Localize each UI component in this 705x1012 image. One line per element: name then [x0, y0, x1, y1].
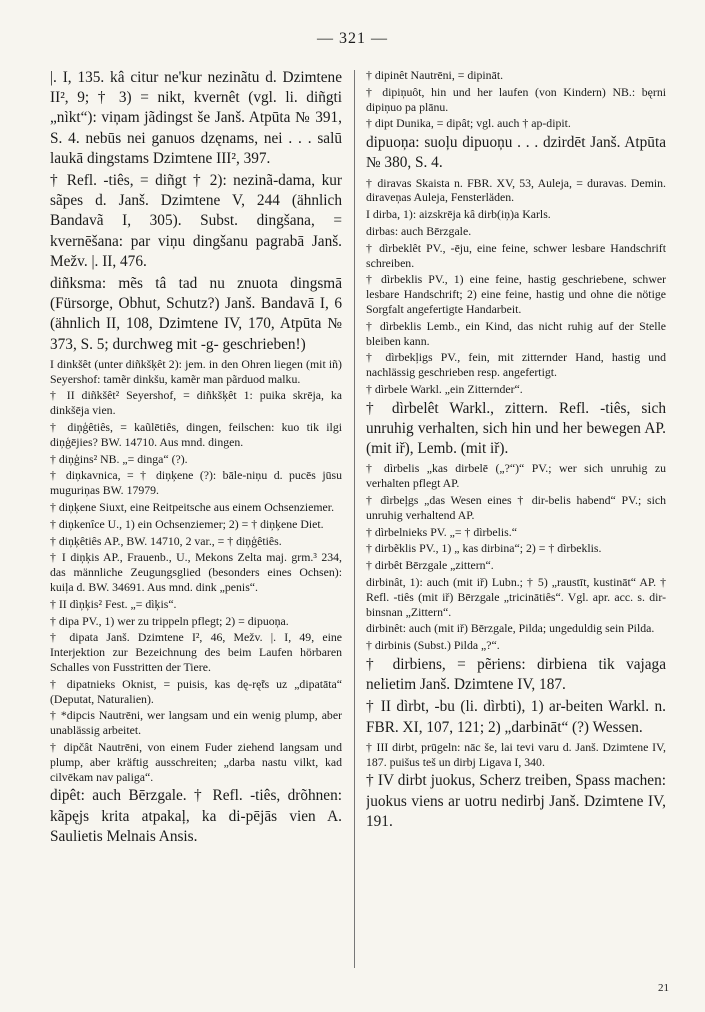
dictionary-entry: † dìrbeklêt PV., -ēju, eine feine, schwer lesbare Handschrift schreiben.: [366, 240, 666, 270]
dictionary-entry: † *dipcis Nautrēni, wer langsam und ein wenig plump, aber unablässig arbeitet.: [50, 708, 342, 738]
dictionary-entry: † dipt Dunika, = dipât; vgl. auch † ap-dipit.: [366, 116, 571, 131]
dictionary-entry: † dìrbeļgs „das Wesen eines † dir-belis habend“ PV.; sich unruhig verhaltend AP.: [366, 492, 666, 522]
dictionary-entry: † II dìņķis² Fest. „= dìķis“.: [50, 596, 177, 611]
dictionary-entry: † dìrbelnieks PV. „= † dìrbelis.“: [366, 524, 517, 539]
dictionary-entry: † diņķêtiês AP., BW. 14710, 2 var., = † diņģêtiês.: [50, 533, 282, 548]
dictionary-entry: † dìrbekļigs PV., fein, mit zitternder Hand, hastig und nachlässig geschrieben resp. angefertigt.: [366, 350, 666, 380]
dictionary-entry: † diravas Skaista n. FBR. XV, 53, Auleja, = duravas. Demin. diraveņas Auleja, Fensterläden.: [366, 175, 666, 205]
dictionary-entry: † dìrbele Warkl. „ein Zitternder“.: [366, 381, 523, 396]
dictionary-entry: † diņģêtiês, = kaũlētiês, dingen, feilschen: kuo tik ilgi diņģējies? BW. 14710. Aus mnd. dingen.: [50, 420, 342, 449]
dictionary-entry: † dipiņuôt, hin und her laufen (von Kindern) NB.: bęrni dipiņuo pa plānu.: [366, 84, 666, 114]
dictionary-entry: † III dirbt, prūgeln: nāc še, lai tevi varu d. Janš. Dzimtene IV, 187. puišus teš un dirbj Ligava I, 340.: [366, 739, 666, 769]
dictionary-entry: I dirba, 1): aizskrēja kâ dirb(iņ)a Karls.: [366, 207, 551, 222]
dictionary-entry: † diņķene Siuxt, eine Reitpeitsche aus einem Ochsenziemer.: [50, 500, 335, 515]
signature-mark: 21: [658, 982, 669, 994]
dictionary-entry: † dìrbelêt Warkl., zittern. Refl. -tiês, sich unruhig verhalten, sich hin und her bewegen AP. (mit iř), Lemb. (mit iř).: [366, 399, 666, 458]
dictionary-entry: dirbinêt: auch (mit iř) Bērzgale, Pilda; ungeduldig sein Pilda.: [366, 621, 655, 636]
dictionary-entry: † dìrbelis „kas dirbelē („?“)“ PV.; wer sich unruhig zu verhalten pflegt AP.: [366, 461, 666, 491]
page-number: — 321 —: [317, 30, 388, 47]
dictionary-entry: † dipata Janš. Dzimtene I², 46, Mežv. |. I, 49, eine Interjektion zur Bezeichnung des beim Laufen hörbaren Schalles von Fusstritten der Tiere.: [50, 630, 342, 674]
dictionary-entry: † dirbiens, = pẽriens: dirbiena tik vajaga nelietim Janš. Dzimtene IV, 187.: [366, 655, 666, 694]
column-divider: [354, 70, 355, 968]
dictionary-entry: † dìrbeklis PV., 1) eine feine, hastig geschriebene, schwer lesbare Handschrift; 2) eine feine, hastig und ohne die nötige Sorgfalt angefertigte Handarbeit.: [366, 272, 666, 316]
dictionary-entry: † dirbêt Bērzgale „zittern“.: [366, 558, 494, 573]
dictionary-entry: † dìrbeklis Lemb., ein Kind, das nicht ruhig auf der Stelle bleiben kann.: [366, 318, 666, 348]
dictionary-entry: † IV dirbt juokus, Scherz treiben, Spass machen: juokus viens ar uotru nedirbj Janš. Dzimtene IV, 191.: [366, 772, 666, 830]
dictionary-entry: † Refl. -tiês, = diñgt † 2): nezinã-dama, kur sãpes d. Janš. Dzimtene V, 244 (ähnlich Bandavã I, 305). Subst. dingšana, = kvernēšana: par viņu dingšanu pagrabā Janš. Mežv. |. II, 476.: [50, 172, 342, 270]
dictionary-entry: I dinkšêt (unter diñkšķêt 2): jem. in den Ohren liegen (mit iñ) Seyershof: tamẽr dinkšu, kamẽr man pãrduod malku.: [50, 356, 342, 386]
dictionary-entry: dirbas: auch Bērzgale.: [366, 223, 472, 238]
dictionary-entry: † dipinêt Nautrēni, = dipināt.: [366, 68, 504, 82]
dictionary-entry: † dirbinis (Subst.) Pilda „?“.: [366, 638, 500, 653]
dictionary-entry: dipêt: auch Bērzgale. † Refl. -tiês, drõhnen: kãpęjs krita atpakaļ, ka di-pējās vien A. Saulietis Melnais Ansis.: [50, 787, 342, 845]
dictionary-entry: dipuoņa: suoļu dipuoņu . . . dzirdēt Janš. Atpūta № 380, S. 4.: [366, 134, 666, 172]
dictionary-entry: † II diñkšêt² Seyershof, = diñkšķêt 1: puika skrēja, ka dinkšēja vien.: [50, 388, 342, 418]
dictionary-entry: † diņkavnica, = † diņķene (?): bāle-niņu d. pucēs jūsu muguriņas BW. 17979.: [50, 468, 342, 498]
dictionary-entry: |. I, 135. kâ citur ne'kur nezinãtu d. Dzimtene II², 9; † 3) = nikt, kvernêt (vgl. li. diñgti „nìkt“): viņam jãdingst še Janš. Atpūta № 391, S. 4. nebūs nei ganuos dzęnams, nei . . . salū laukā dingstams Dzimtene III², 397.: [50, 69, 342, 167]
dictionary-entry: † dipatnieks Oknist, = puisis, kas dę-rę̃ts uz „dipatāta“ (Deputat, Naturalien).: [50, 676, 342, 706]
dictionary-entry: † dipčât Nautrēni, von einem Fuder ziehend langsam und plump, aber kräftig ausschreiten; „darba nastu vilkt, kad cilvēkam nav paliga“.: [50, 739, 342, 784]
dictionary-entry: † dirbẽklis PV., 1) „ kas dirbina“; 2) = † dìrbeklis.: [366, 541, 602, 556]
left-column: [50, 68, 342, 972]
dictionary-entry: † II dìrbt, -bu (li. dìrbti), 1) ar-beiten Warkl. n. FBR. XI, 107, 121; 2) „darbināt“ (?) Wessen.: [366, 698, 666, 736]
dictionary-entry: diñksma: mẽs tâ tad nu znuota dingsmā (Fürsorge, Obhut, Schutz?) Janš. Bandavā I, 6 (ähnlich II, 108, Dzimtene IV, 170, Atpūta № 373, S. 5; durchweg mit -g- geschrieben!): [50, 275, 342, 353]
dictionary-entry: † dipa PV., 1) wer zu trippeln pflegt; 2) = dipuoņa.: [50, 613, 289, 628]
dictionary-entry: † diņģins² NB. „= dinga“ (?).: [50, 451, 188, 466]
dictionary-entry: dirbinât, 1): auch (mit iř) Lubn.; † 5) „raustīt, kustināt“ AP. † Refl. -tiês (mit iř) Bērzgale „tricinātiês“. Vgl. apr. acc. s. dir-binsnan „Zittern“.: [366, 574, 666, 619]
right-column: [366, 68, 666, 972]
dictionary-entry: † I diņķis AP., Frauenb., U., Mekons Zelta maj. grm.³ 234, das männliche Zeugungsglied (besonders eines Ochsen): kuiļa d. BW. 34691. Aus mnd. dink „penis“.: [50, 550, 342, 594]
dictionary-entry: † diņkenîce U., 1) ein Ochsenziemer; 2) = † diņķene Diet.: [50, 516, 324, 531]
